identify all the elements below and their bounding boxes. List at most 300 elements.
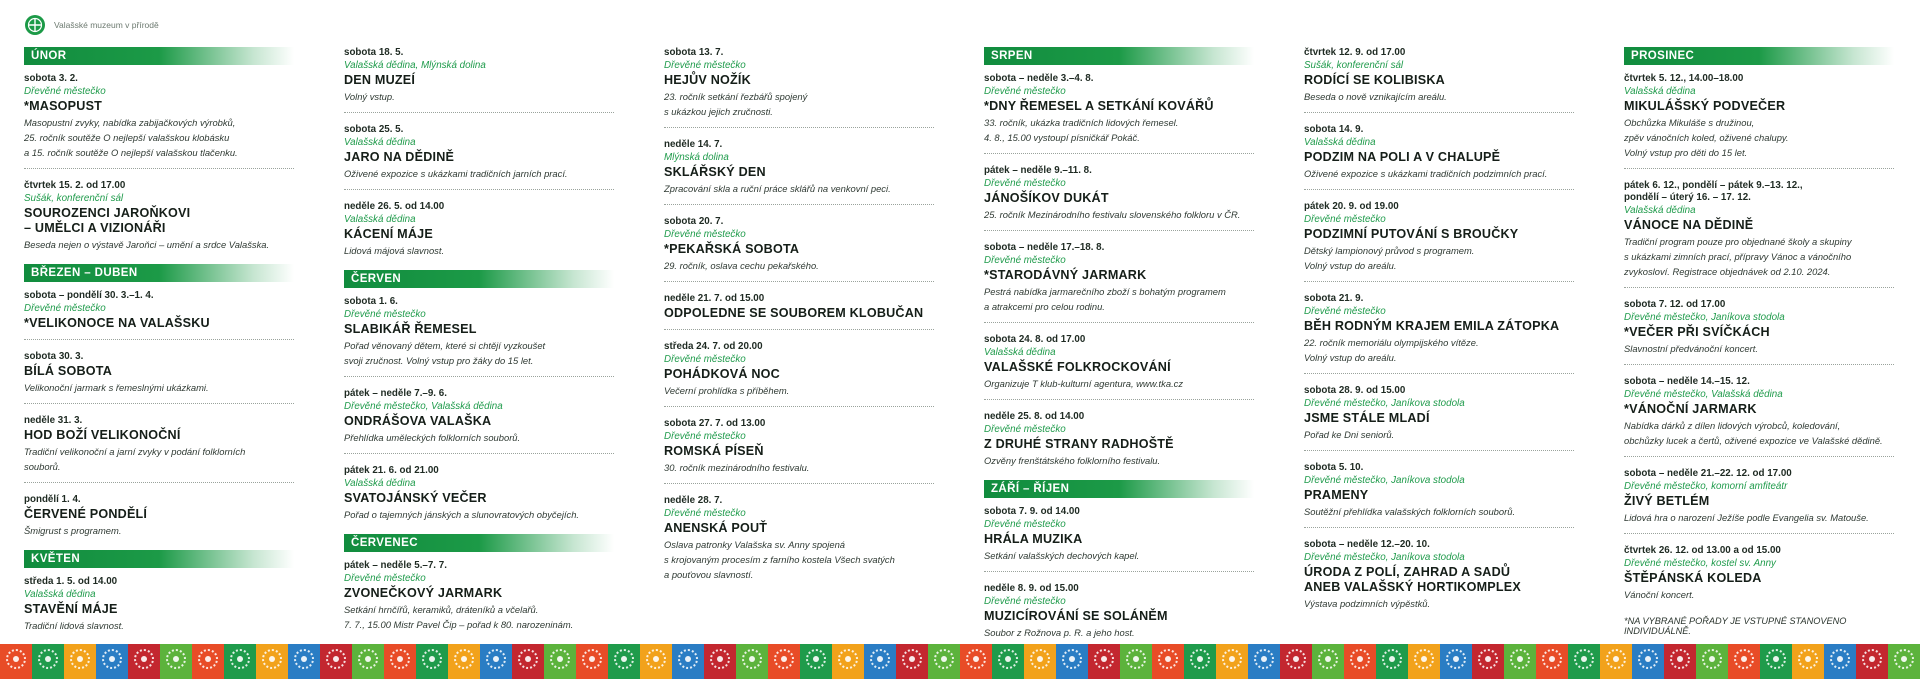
event-place: Dřevěné městečko	[984, 255, 1066, 266]
event-description: Soutěžní přehlídka valašských folklorních souborů.	[1304, 506, 1516, 517]
museum-logo-icon	[24, 14, 46, 36]
pattern-tile	[1024, 644, 1056, 679]
program-event	[24, 290, 294, 340]
event-place: Valašská dědina	[1624, 86, 1696, 97]
event-title: MUZICÍROVÁNÍ SE SOLÁNĚM	[984, 609, 1168, 623]
event-date: sobota – neděle 21.–22. 12. od 17.00	[1624, 468, 1792, 479]
event-title: ODPOLEDNE SE SOUBOREM KLOBUČAN	[664, 306, 924, 320]
event-place: Valašská dědina	[984, 347, 1056, 358]
event-description: Tradiční program pouze pro objednané školy a skupiny s ukázkami zimních prací, přípravy Vánoc a vánočního zvykosloví. Registrace objednávek od 2.10. 2024.	[1624, 236, 1852, 277]
event-date: čtvrtek 15. 2. od 17.00	[24, 180, 126, 191]
pattern-tile	[96, 644, 128, 679]
event-description: Organizuje T klub-kulturní agentura, www.tka.cz	[984, 378, 1184, 389]
month-heading: ZÁŘÍ – ŘÍJEN	[984, 480, 1254, 498]
event-title: VÁNOCE NA DĚDINĚ	[1624, 218, 1754, 232]
brand-name: Valašské muzeum v přírodě	[54, 20, 159, 30]
flower-ornament-icon	[742, 649, 762, 669]
event-description: Šmigrust s programem.	[24, 525, 122, 536]
event-place: Dřevěné městečko, Janíkova stodola	[1304, 475, 1465, 486]
event-title: ČERVENÉ PONDĚLÍ	[24, 507, 148, 521]
pattern-tile	[1408, 644, 1440, 679]
pattern-tile	[128, 644, 160, 679]
flower-ornament-icon	[774, 649, 794, 669]
event-description: Vánoční koncert.	[1624, 589, 1695, 600]
event-date: sobota 13. 7.	[664, 47, 724, 58]
flower-ornament-icon	[326, 649, 346, 669]
flower-ornament-icon	[1702, 649, 1722, 669]
event-description: 33. ročník, ukázka tradičních lidových řemesel. 4. 8., 15.00 vystoupí písničkář Pokáč.	[984, 117, 1179, 143]
event-place: Valašská dědina	[344, 214, 416, 225]
flower-ornament-icon	[1606, 649, 1626, 669]
pattern-tile	[1152, 644, 1184, 679]
flower-ornament-icon	[38, 649, 58, 669]
event-place: Dřevěné městečko, Valašská dědina	[1624, 389, 1783, 400]
program-event	[344, 560, 614, 640]
event-description: Setkání hrnčířů, keramiků, dráteníků a včelařů. 7. 7., 15.00 Mistr Pavel Čip – pořad k 80. narozeninám.	[344, 604, 574, 630]
month-heading: PROSINEC	[1624, 47, 1894, 65]
event-place: Dřevěné městečko	[664, 354, 746, 365]
pattern-tile	[544, 644, 576, 679]
program-event	[344, 47, 614, 113]
event-title: BÍLÁ SOBOTA	[24, 364, 113, 378]
event-title: RODÍCÍ SE KOLIBISKA	[1304, 73, 1445, 87]
event-description: Oživené expozice s ukázkami tradičních podzimních prací.	[1304, 168, 1548, 179]
pattern-tile	[1888, 644, 1920, 679]
flower-ornament-icon	[1894, 649, 1914, 669]
column-4	[984, 47, 1254, 652]
pattern-tile	[1344, 644, 1376, 679]
event-title: ŽIVÝ BETLÉM	[1624, 494, 1710, 508]
flower-ornament-icon	[870, 649, 890, 669]
column-2	[344, 47, 614, 644]
event-date: sobota 28. 9. od 15.00	[1304, 385, 1406, 396]
event-date: středa 1. 5. od 14.00	[24, 576, 118, 587]
event-title: HRÁLA MUZIKA	[984, 532, 1083, 546]
pattern-tile	[1504, 644, 1536, 679]
pattern-tile	[1440, 644, 1472, 679]
flower-ornament-icon	[358, 649, 378, 669]
month-heading: ÚNOR	[24, 47, 294, 65]
event-description: Beseda nejen o výstavě Jaroňci – umění a srdce Valašska.	[24, 239, 270, 250]
event-title: JSME STÁLE MLADÍ	[1304, 411, 1430, 425]
event-title: JÁNOŠÍKOV DUKÁT	[984, 191, 1109, 205]
flower-ornament-icon	[422, 649, 442, 669]
pattern-tile	[1824, 644, 1856, 679]
event-place: Valašská dědina, Mlýnská dolina	[344, 60, 486, 71]
flower-ornament-icon	[1318, 649, 1338, 669]
pattern-tile	[1568, 644, 1600, 679]
program-event	[664, 495, 934, 590]
event-title: ROMSKÁ PÍSEŇ	[664, 444, 764, 458]
event-place: Valašská dědina	[1304, 137, 1376, 148]
event-place: Mlýnská dolina	[664, 152, 729, 163]
event-date: sobota 30. 3.	[24, 351, 84, 362]
event-description: Lidová hra o narození Ježíše podle Evangelia sv. Matouše.	[1624, 512, 1869, 523]
event-place: Dřevěné městečko	[984, 178, 1066, 189]
pattern-tile	[1632, 644, 1664, 679]
program-event	[984, 583, 1254, 648]
event-date: neděle 25. 8. od 14.00	[984, 411, 1085, 422]
pattern-tile	[768, 644, 800, 679]
program-event	[24, 351, 294, 404]
flower-ornament-icon	[454, 649, 474, 669]
event-description: Oslava patronky Valašska sv. Anny spojená s krojovaným procesím z farního kostela Všech svatých a pouťovou slavností.	[664, 539, 895, 580]
event-date: sobota 7. 9. od 14.00	[984, 506, 1080, 517]
program-event	[344, 124, 614, 190]
event-title: SKLÁŘSKÝ DEN	[664, 165, 766, 179]
event-date: neděle 21. 7. od 15.00	[664, 293, 765, 304]
program-event	[1304, 539, 1574, 619]
program-event	[1624, 545, 1894, 610]
event-place: Dřevěné městečko, komorní amfiteátr	[1624, 481, 1788, 492]
pattern-tile	[1760, 644, 1792, 679]
event-place: Dřevěné městečko	[664, 431, 746, 442]
event-place: Dřevěné městečko	[1304, 214, 1386, 225]
program-event	[1304, 462, 1574, 528]
program-event	[24, 494, 294, 546]
flower-ornament-icon	[582, 649, 602, 669]
event-date: čtvrtek 12. 9. od 17.00	[1304, 47, 1406, 58]
flower-ornament-icon	[134, 649, 154, 669]
event-description: Nabídka dárků z dílen lidových výrobců, koledování, obchůzky lucek a čertů, oživené expozice ve Valašské dědině.	[1624, 420, 1883, 446]
event-place: Dřevěné městečko	[24, 303, 106, 314]
event-place: Valašská dědina	[1624, 205, 1696, 216]
pattern-tile	[896, 644, 928, 679]
column-3	[664, 47, 934, 594]
pattern-tile	[1728, 644, 1760, 679]
program-event	[664, 293, 934, 330]
flower-ornament-icon	[518, 649, 538, 669]
flower-ornament-icon	[1446, 649, 1466, 669]
event-description: Soubor z Rožnova p. R. a jeho host.	[984, 627, 1135, 638]
event-description: Pestrá nabídka jarmarečního zboží s bohatým programem a atrakcemi pro celou rodinu.	[984, 286, 1226, 312]
footnote: *NA VYBRANÉ POŘADY JE VSTUPNÉ STANOVENO INDIVIDUÁLNĚ.	[1624, 616, 1847, 636]
flower-ornament-icon	[1638, 649, 1658, 669]
pattern-tile	[576, 644, 608, 679]
pattern-tile	[160, 644, 192, 679]
flower-ornament-icon	[934, 649, 954, 669]
pattern-tile	[1280, 644, 1312, 679]
event-place: Dřevěné městečko	[24, 86, 106, 97]
program-event	[1624, 180, 1894, 288]
event-title: *MASOPUST	[24, 99, 103, 113]
event-place: Dřevěné městečko	[984, 424, 1066, 435]
event-place: Valašská dědina	[24, 589, 96, 600]
program-event	[24, 73, 294, 169]
event-place: Dřevěné městečko, Janíkova stodola	[1304, 552, 1465, 563]
pattern-tile	[960, 644, 992, 679]
flower-ornament-icon	[1030, 649, 1050, 669]
flower-ornament-icon	[614, 649, 634, 669]
pattern-tile	[0, 644, 32, 679]
event-place: Dřevěné městečko	[664, 508, 746, 519]
event-date: sobota 7. 12. od 17.00	[1624, 299, 1726, 310]
event-description: 29. ročník, oslava cechu pekařského.	[664, 260, 819, 271]
event-date: sobota 25. 5.	[344, 124, 404, 135]
event-date: sobota – pondělí 30. 3.–1. 4.	[24, 290, 154, 301]
program-event	[664, 341, 934, 407]
event-date: sobota 14. 9.	[1304, 124, 1364, 135]
pattern-tile	[480, 644, 512, 679]
event-title: SVATOJÁNSKÝ VEČER	[344, 491, 487, 505]
program-event	[984, 411, 1254, 476]
flower-ornament-icon	[998, 649, 1018, 669]
event-title: Z DRUHÉ STRANY RADHOŠTĚ	[984, 437, 1174, 451]
event-date: neděle 31. 3.	[24, 415, 83, 426]
program-event	[984, 334, 1254, 400]
event-title: VALAŠSKÉ FOLKROCKOVÁNÍ	[984, 360, 1171, 374]
flower-ornament-icon	[6, 649, 26, 669]
pattern-tile	[1216, 644, 1248, 679]
pattern-tile	[672, 644, 704, 679]
flower-ornament-icon	[1798, 649, 1818, 669]
event-title: SOUROZENCI JAROŇKOVI – UMĚLCI A VIZIONÁŘI	[24, 206, 191, 235]
event-description: Večerní prohlídka s příběhem.	[664, 385, 790, 396]
pattern-tile	[352, 644, 384, 679]
pattern-tile	[384, 644, 416, 679]
column-6	[1624, 47, 1894, 636]
event-title: *VÁNOČNÍ JARMARK	[1624, 402, 1757, 416]
program-event	[984, 165, 1254, 231]
event-date: sobota 5. 10.	[1304, 462, 1364, 473]
event-title: *PEKAŘSKÁ SOBOTA	[664, 242, 800, 256]
event-place: Dřevěné městečko	[664, 60, 746, 71]
pattern-tile	[1696, 644, 1728, 679]
event-title: POHÁDKOVÁ NOC	[664, 367, 780, 381]
event-description: Pořad o tajemných jánských a slunovratových obyčejích.	[344, 509, 580, 520]
event-date: neděle 14. 7.	[664, 139, 723, 150]
flower-ornament-icon	[1734, 649, 1754, 669]
event-date: sobota – neděle 3.–4. 8.	[984, 73, 1094, 84]
pattern-tile	[1312, 644, 1344, 679]
event-date: neděle 8. 9. od 15.00	[984, 583, 1079, 594]
event-place: Dřevěné městečko	[984, 86, 1066, 97]
event-description: Slavnostní předvánoční koncert.	[1624, 343, 1758, 354]
program-event	[24, 180, 294, 260]
event-place: Dřevěné městečko, Janíkova stodola	[1304, 398, 1465, 409]
event-date: pátek – neděle 9.–11. 8.	[984, 165, 1092, 176]
program-columns	[24, 47, 1896, 637]
flower-ornament-icon	[838, 649, 858, 669]
month-heading: KVĚTEN	[24, 550, 294, 568]
pattern-tile	[288, 644, 320, 679]
pattern-tile	[1376, 644, 1408, 679]
pattern-tile	[256, 644, 288, 679]
flower-ornament-icon	[550, 649, 570, 669]
event-title: *DNY ŘEMESEL A SETKÁNÍ KOVÁŘŮ	[984, 99, 1214, 113]
program-event	[984, 506, 1254, 572]
event-date: sobota 20. 7.	[664, 216, 724, 227]
flower-ornament-icon	[966, 649, 986, 669]
event-date: pátek – neděle 7.–9. 6.	[344, 388, 447, 399]
month-heading: ČERVEN	[344, 270, 614, 288]
pattern-tile	[512, 644, 544, 679]
event-description: Ozvěny frenštátského folklorního festivalu.	[984, 455, 1161, 466]
event-title: ANENSKÁ POUŤ	[664, 521, 768, 535]
flower-ornament-icon	[1542, 649, 1562, 669]
flower-ornament-icon	[1350, 649, 1370, 669]
event-date: neděle 28. 7.	[664, 495, 723, 506]
event-title: HOD BOŽÍ VELIKONOČNÍ	[24, 428, 181, 442]
event-description: Přehlídka uměleckých folklorních souborů.	[344, 432, 521, 443]
flower-ornament-icon	[1094, 649, 1114, 669]
flower-ornament-icon	[230, 649, 250, 669]
event-title: BĚH RODNÝM KRAJEM EMILA ZÁTOPKA	[1304, 319, 1560, 333]
event-date: pátek 21. 6. od 21.00	[344, 465, 439, 476]
event-date: sobota 3. 2.	[24, 73, 78, 84]
event-title: KÁCENÍ MÁJE	[344, 227, 433, 241]
event-title: ÚRODA Z POLÍ, ZAHRAD A SADŮ ANEB VALAŠSKÝ HORTIKOMPLEX	[1304, 565, 1521, 594]
pattern-tile	[800, 644, 832, 679]
event-place: Dřevěné městečko	[1304, 306, 1386, 317]
pattern-tile	[832, 644, 864, 679]
pattern-tile	[1664, 644, 1696, 679]
event-description: Dětský lampionový průvod s programem. Volný vstup do areálu.	[1304, 245, 1475, 271]
program-event	[1624, 376, 1894, 457]
event-place: Dřevěné městečko	[984, 519, 1066, 530]
flower-ornament-icon	[806, 649, 826, 669]
pattern-tile	[992, 644, 1024, 679]
pattern-tile	[1600, 644, 1632, 679]
pattern-tile	[416, 644, 448, 679]
pattern-tile	[64, 644, 96, 679]
flower-ornament-icon	[1254, 649, 1274, 669]
program-event	[344, 388, 614, 454]
pattern-tile	[928, 644, 960, 679]
pattern-tile	[32, 644, 64, 679]
event-date: sobota – neděle 12.–20. 10.	[1304, 539, 1430, 550]
event-title: PRAMENY	[1304, 488, 1369, 502]
flower-ornament-icon	[1286, 649, 1306, 669]
flower-ornament-icon	[390, 649, 410, 669]
flower-ornament-icon	[262, 649, 282, 669]
program-event	[344, 296, 614, 377]
flower-ornament-icon	[902, 649, 922, 669]
event-place: Valašská dědina	[344, 137, 416, 148]
event-description: 23. ročník setkání řezbářů spojený s ukázkou jejich zručnosti.	[664, 91, 808, 117]
event-description: Pořad věnovaný dětem, které si chtějí vyzkoušet svoji zručnost. Volný vstup pro žáky do 15 let.	[344, 340, 546, 366]
pattern-tile	[640, 644, 672, 679]
event-description: Obchůzka Mikuláše s družinou, zpěv vánočních koled, oživené chalupy. Volný vstup pro děti do 15 let.	[1624, 117, 1789, 158]
flower-ornament-icon	[1062, 649, 1082, 669]
event-title: STAVĚNÍ MÁJE	[24, 602, 118, 616]
pattern-tile	[1856, 644, 1888, 679]
event-description: 25. ročník Mezinárodního festivalu slovenského folkloru v ČR.	[984, 209, 1241, 220]
program-event	[344, 201, 614, 266]
program-event	[1304, 385, 1574, 451]
event-title: *VELIKONOCE NA VALAŠSKU	[24, 316, 210, 330]
event-place: Dřevěné městečko, kostel sv. Anny	[1624, 558, 1776, 569]
flower-ornament-icon	[1414, 649, 1434, 669]
event-date: neděle 26. 5. od 14.00	[344, 201, 445, 212]
event-description: Lidová májová slavnost.	[344, 245, 445, 256]
flower-ornament-icon	[1510, 649, 1530, 669]
program-event	[1304, 293, 1574, 374]
event-place: Dřevěné městečko, Valašská dědina	[344, 401, 503, 412]
event-title: DEN MUZEÍ	[344, 73, 416, 87]
program-event	[24, 415, 294, 483]
column-5	[1304, 47, 1574, 623]
pattern-tile	[1184, 644, 1216, 679]
event-description: 22. ročník memoriálu olympijského vítěze. Volný vstup do areálu.	[1304, 337, 1479, 363]
program-event	[1304, 47, 1574, 113]
flower-ornament-icon	[198, 649, 218, 669]
flower-ornament-icon	[1478, 649, 1498, 669]
pattern-tile	[736, 644, 768, 679]
event-date: čtvrtek 5. 12., 14.00–18.00	[1624, 73, 1744, 84]
flower-ornament-icon	[102, 649, 122, 669]
event-title: *VEČER PŘI SVÍČKÁCH	[1624, 325, 1770, 339]
flower-ornament-icon	[486, 649, 506, 669]
program-event	[1304, 201, 1574, 282]
pattern-tile	[1248, 644, 1280, 679]
event-place: Dřevěné městečko	[344, 573, 426, 584]
event-description: Volný vstup.	[344, 91, 395, 102]
event-description: Pořad ke Dni seniorů.	[1304, 429, 1395, 440]
event-date: pátek 20. 9. od 19.00	[1304, 201, 1399, 212]
flower-ornament-icon	[1158, 649, 1178, 669]
event-date: pátek 6. 12., pondělí – pátek 9.–13. 12., pondělí – úterý 16. – 17. 12.	[1624, 180, 1803, 203]
pattern-tile	[1536, 644, 1568, 679]
flower-ornament-icon	[1382, 649, 1402, 669]
event-date: sobota – neděle 17.–18. 8.	[984, 242, 1105, 253]
event-description: Masopustní zvyky, nabídka zabijačkových výrobků, 25. ročník soutěže O nejlepší valašskou klobásku a 15. ročník soutěže O nejlepší valašskou tlačenku.	[24, 117, 238, 158]
event-date: čtvrtek 26. 12. od 13.00 a od 15.00	[1624, 545, 1781, 556]
flower-ornament-icon	[70, 649, 90, 669]
program-event	[984, 73, 1254, 154]
column-1	[24, 47, 294, 645]
event-description: Beseda o nově vznikajícím areálu.	[1304, 91, 1447, 102]
event-title: ŠTĚPÁNSKÁ KOLEDA	[1624, 571, 1762, 585]
month-heading: ČERVENEC	[344, 534, 614, 552]
program-event	[664, 216, 934, 282]
program-event	[1624, 73, 1894, 169]
folk-pattern-strip	[0, 644, 1920, 679]
flower-ornament-icon	[1190, 649, 1210, 669]
event-description: Tradiční velikonoční a jarní zvyky v podání folklorních souborů.	[24, 446, 246, 472]
program-event	[984, 242, 1254, 323]
event-title: HEJŮV NOŽÍK	[664, 73, 751, 87]
event-description: Výstava podzimních výpěstků.	[1304, 598, 1431, 609]
event-date: sobota 24. 8. od 17.00	[984, 334, 1086, 345]
event-place: Sušák, konferenční sál	[24, 193, 124, 204]
event-description: 30. ročník mezinárodního festivalu.	[664, 462, 810, 473]
pattern-tile	[1472, 644, 1504, 679]
event-date: pátek – neděle 5.–7. 7.	[344, 560, 447, 571]
flower-ornament-icon	[646, 649, 666, 669]
flower-ornament-icon	[678, 649, 698, 669]
flower-ornament-icon	[1670, 649, 1690, 669]
flower-ornament-icon	[1222, 649, 1242, 669]
event-place: Sušák, konferenční sál	[1304, 60, 1404, 71]
program-event	[664, 418, 934, 484]
event-title: ONDRÁŠOVA VALAŠKA	[344, 414, 492, 428]
program-event	[1304, 124, 1574, 190]
pattern-tile	[448, 644, 480, 679]
event-place: Dřevěné městečko	[664, 229, 746, 240]
event-description: Setkání valašských dechových kapel.	[984, 550, 1140, 561]
program-event	[1624, 468, 1894, 534]
program-event	[1624, 299, 1894, 365]
pattern-tile	[608, 644, 640, 679]
event-place: Valašská dědina	[344, 478, 416, 489]
pattern-tile	[1792, 644, 1824, 679]
program-event	[24, 576, 294, 641]
event-place: Dřevěné městečko	[344, 309, 426, 320]
event-title: SLABIKÁŘ ŘEMESEL	[344, 322, 477, 336]
event-title: *STARODÁVNÝ JARMARK	[984, 268, 1147, 282]
pattern-tile	[224, 644, 256, 679]
